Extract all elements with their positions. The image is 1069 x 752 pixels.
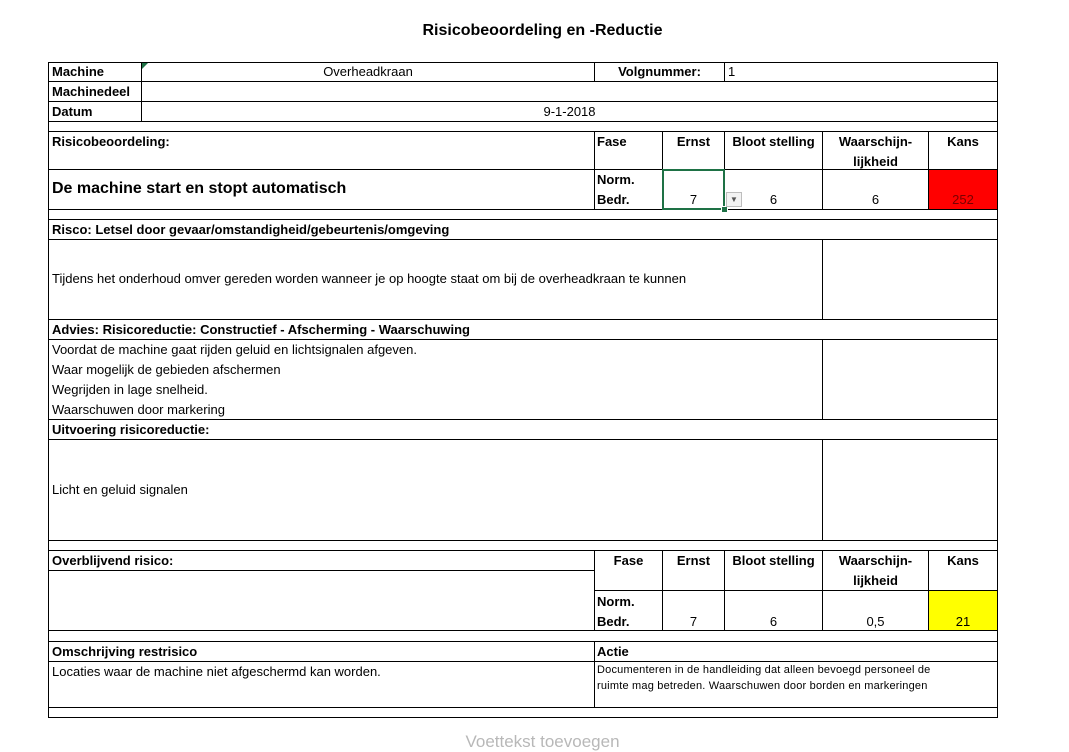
- advies-line-1[interactable]: Voordat de machine gaat rijden geluid en lichtsignalen afgeven.: [52, 342, 417, 357]
- datum-label: Datum: [52, 104, 93, 119]
- overblijvend-label: Overblijvend risico:: [52, 553, 174, 568]
- blootstelling-value-2[interactable]: 6: [769, 614, 778, 629]
- grid-line: [48, 209, 998, 210]
- grid-line: [997, 62, 998, 717]
- waarschijnlijkheid-value[interactable]: 6: [871, 192, 880, 207]
- fase-value-1: Norm.: [597, 172, 635, 187]
- machinedeel-label: Machinedeel: [52, 84, 131, 99]
- machine-label: Machine: [52, 64, 105, 79]
- waarschijnlijkheid-value-2[interactable]: 0,5: [866, 614, 885, 629]
- actie-label: Actie: [597, 644, 629, 659]
- hazard-description[interactable]: De machine start en stopt automatisch: [52, 180, 347, 197]
- ernst-value[interactable]: 7: [689, 192, 698, 207]
- fase-value-2: Bedr.: [597, 192, 630, 207]
- fase-value-2b: Bedr.: [597, 614, 630, 629]
- fase-value-2a: Norm.: [597, 594, 635, 609]
- grid-line: [48, 131, 998, 132]
- grid-line: [48, 121, 998, 122]
- volgnummer-value[interactable]: 1: [728, 64, 736, 79]
- grid-line: [48, 219, 998, 220]
- waarschijnlijkheid-header-2b: lijkheid: [853, 573, 898, 588]
- grid-line: [48, 62, 998, 63]
- machine-value[interactable]: Overheadkraan: [323, 64, 413, 79]
- risico-text[interactable]: Tijdens het onderhoud omver gereden worden wanneer je op hoogte staat om bij de overheadkraan te kunnen: [52, 271, 687, 286]
- grid-line: [594, 641, 595, 707]
- grid-line: [724, 62, 725, 81]
- blootstelling-header-2: Bloot stelling: [732, 553, 815, 568]
- grid-line: [48, 62, 49, 717]
- advies-line-3[interactable]: Wegrijden in lage snelheid.: [52, 382, 208, 397]
- ernst-header: Ernst: [676, 134, 711, 149]
- advies-label: Advies: Risicoreductie: Constructief - Afscherming - Waarschuwing: [52, 322, 470, 337]
- grid-line: [48, 641, 998, 642]
- ernst-header-2: Ernst: [676, 553, 711, 568]
- risico-label: Risco: Letsel door gevaar/omstandigheid/gebeurtenis/omgeving: [52, 222, 450, 237]
- dropdown-arrow-icon[interactable]: ▼: [726, 192, 742, 207]
- waarschijnlijkheid-header-1: Waarschijn-: [838, 134, 913, 149]
- kans-value-2[interactable]: 21: [955, 614, 971, 629]
- grid-line: [48, 319, 998, 320]
- grid-line: [48, 717, 998, 718]
- blootstelling-value[interactable]: 6: [769, 192, 778, 207]
- risicobeoordeling-label: Risicobeoordeling:: [52, 134, 170, 149]
- volgnummer-label: Volgnummer:: [618, 64, 701, 79]
- actie-text-2[interactable]: ruimte mag betreden. Waarschuwen door borden en markeringen: [597, 680, 928, 692]
- fase-header: Fase: [597, 134, 627, 149]
- grid-line: [48, 101, 998, 102]
- grid-line: [48, 550, 998, 551]
- grid-line: [48, 570, 594, 571]
- ernst-value-2[interactable]: 7: [689, 614, 698, 629]
- grid-line: [48, 81, 998, 82]
- kans-value[interactable]: 252: [952, 192, 974, 207]
- kans-header-2: Kans: [947, 553, 979, 568]
- grid-line: [48, 630, 998, 631]
- document-title: Risicobeoordeling en -Reductie: [422, 22, 663, 39]
- uitvoering-label: Uitvoering risicoreductie:: [52, 422, 210, 437]
- waarschijnlijkheid-header-2a: Waarschijn-: [838, 553, 913, 568]
- advies-line-2[interactable]: Waar mogelijk de gebieden afschermen: [52, 362, 281, 377]
- grid-line: [48, 239, 998, 240]
- footer-placeholder[interactable]: Voettekst toevoegen: [465, 732, 620, 751]
- grid-line: [822, 239, 823, 319]
- grid-line: [48, 439, 998, 440]
- waarschijnlijkheid-header-2: lijkheid: [853, 154, 898, 169]
- blootstelling-header: Bloot stelling: [732, 134, 815, 149]
- fase-header-2: Fase: [613, 553, 644, 568]
- datum-value[interactable]: 9-1-2018: [543, 104, 596, 119]
- actie-text-1[interactable]: Documenteren in de handleiding dat alleen bevoegd personeel de: [597, 664, 931, 676]
- restrisico-label: Omschrijving restrisico: [52, 644, 198, 659]
- grid-line: [822, 439, 823, 540]
- kans-header: Kans: [947, 134, 979, 149]
- grid-line: [48, 339, 998, 340]
- grid-line: [594, 131, 595, 209]
- grid-line: [48, 707, 998, 708]
- grid-line: [822, 339, 823, 419]
- restrisico-text[interactable]: Locaties waar de machine niet afgeschermd kan worden.: [52, 664, 381, 679]
- grid-line: [48, 540, 998, 541]
- uitvoering-text[interactable]: Licht en geluid signalen: [52, 482, 188, 497]
- advies-line-4[interactable]: Waarschuwen door markering: [52, 402, 225, 417]
- grid-line: [48, 419, 998, 420]
